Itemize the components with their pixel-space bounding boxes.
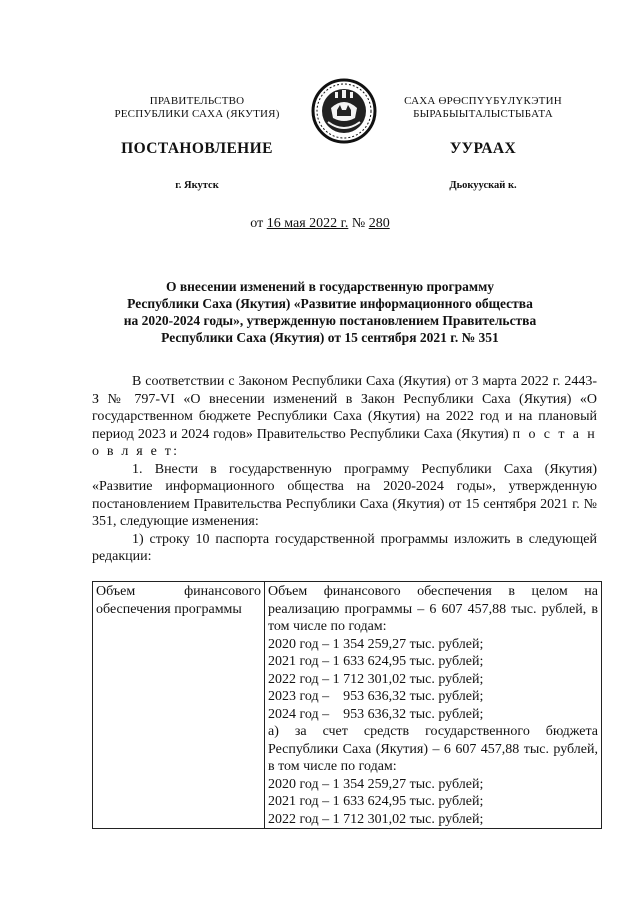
- sakha-coat-of-arms-icon: [311, 78, 377, 144]
- issuer-ru-line2: РЕСПУБЛИКИ САХА (ЯКУТИЯ): [114, 108, 280, 120]
- title-line-1: О внесении изменений в государственную программу: [165, 279, 495, 294]
- funding-label-cell: [93, 582, 265, 829]
- date-number-line: [0, 216, 640, 232]
- preamble-paragraph: [92, 373, 597, 461]
- issuer-ru-line1: ПРАВИТЕЛЬСТВО: [149, 95, 245, 107]
- issuer-sakha-line1: САХА ӨРӨСПҮҮБҮЛҮКЭТИН: [404, 95, 562, 107]
- issuer-sakha: [378, 95, 588, 121]
- body-text: [92, 373, 597, 566]
- item-1-paragraph: 1. Внести в государственную программу Республики Саха (Якутия) «Развитие информационного общества на 2020-2024 годы», утвержденную постановлением Правительства Республики Саха (Якутия) от 15 сентября 2021 г. № 351, следующие изменения:: [92, 461, 597, 529]
- table-row: [93, 582, 602, 829]
- funding-year-2024: 2024 год – 953 636,32 тыс. рублей;: [268, 706, 484, 722]
- issuer-ru: [92, 95, 302, 121]
- funding-a-year-2020: 2020 год – 1 354 259,27 тыс. рублей;: [268, 776, 484, 792]
- document-title: [80, 278, 580, 346]
- funding-value-cell: [265, 582, 602, 829]
- funding-year-2023: 2023 год – 953 636,32 тыс. рублей;: [268, 689, 484, 704]
- city-ru: г. Якутск: [175, 180, 219, 191]
- title-line-4: Республики Саха (Якутия) от 15 сентября 2021 г. № 351: [161, 330, 499, 345]
- doc-type-sakha: УУРААХ: [449, 140, 517, 157]
- funding-year-2020: 2020 год – 1 354 259,27 тыс. рублей;: [268, 636, 484, 652]
- decree-number: 280: [368, 216, 390, 231]
- doc-type-ru: ПОСТАНОВЛЕНИЕ: [121, 140, 273, 157]
- city-sakha: Дьокуускай к.: [449, 180, 517, 191]
- number-sign: №: [351, 216, 366, 231]
- funding-table: [92, 581, 602, 829]
- funding-year-2021: 2021 год – 1 633 624,95 тыс. рублей;: [268, 654, 484, 669]
- funding-year-2022: 2022 год – 1 712 301,02 тыс. рублей;: [268, 671, 484, 687]
- decree-date: 16 мая 2022 г.: [266, 216, 349, 231]
- funding-label: Объем финансового обеспечения программы: [96, 584, 261, 617]
- preamble-text: В соответствии с Законом Республики Саха (Якутия) от 3 марта 2022 г. 2443-З № 797-VI «О внесении изменений в Закон Республики Саха (Якутия) «О государственном бюджете Республики Саха (Якутия) на 2022 год и на плановый период 2023 и 2024 годов» Правительство Республики Саха (Якутия): [92, 374, 597, 442]
- resolves-text: п о с т а н о в л я е т:: [92, 426, 598, 459]
- funding-a-year-2021: 2021 год – 1 633 624,95 тыс. рублей;: [268, 794, 484, 809]
- title-line-2: Республики Саха (Якутия) «Развитие информационного общества: [127, 296, 533, 311]
- date-prefix: от: [250, 216, 264, 231]
- funding-intro: Объем финансового обеспечения в целом на реализацию программы – 6 607 457,88 тыс. рублей, в том числе по годам:: [268, 584, 598, 634]
- issuer-sakha-line2: БЫРАБЫЫТАЛЫСТЫБАТА: [413, 108, 553, 120]
- funding-a-year-2022: 2022 год – 1 712 301,02 тыс. рублей;: [268, 811, 484, 827]
- funding-sub-a: а) за счет средств государственного бюджета Республики Саха (Якутия) – 6 607 457,88 тыс. рублей, в том числе по годам:: [268, 724, 598, 774]
- title-line-3: на 2020-2024 годы», утвержденную постановлением Правительства: [123, 313, 537, 328]
- subitem-1-paragraph: 1) строку 10 паспорта государственной программы изложить в следующей редакции:: [92, 531, 597, 564]
